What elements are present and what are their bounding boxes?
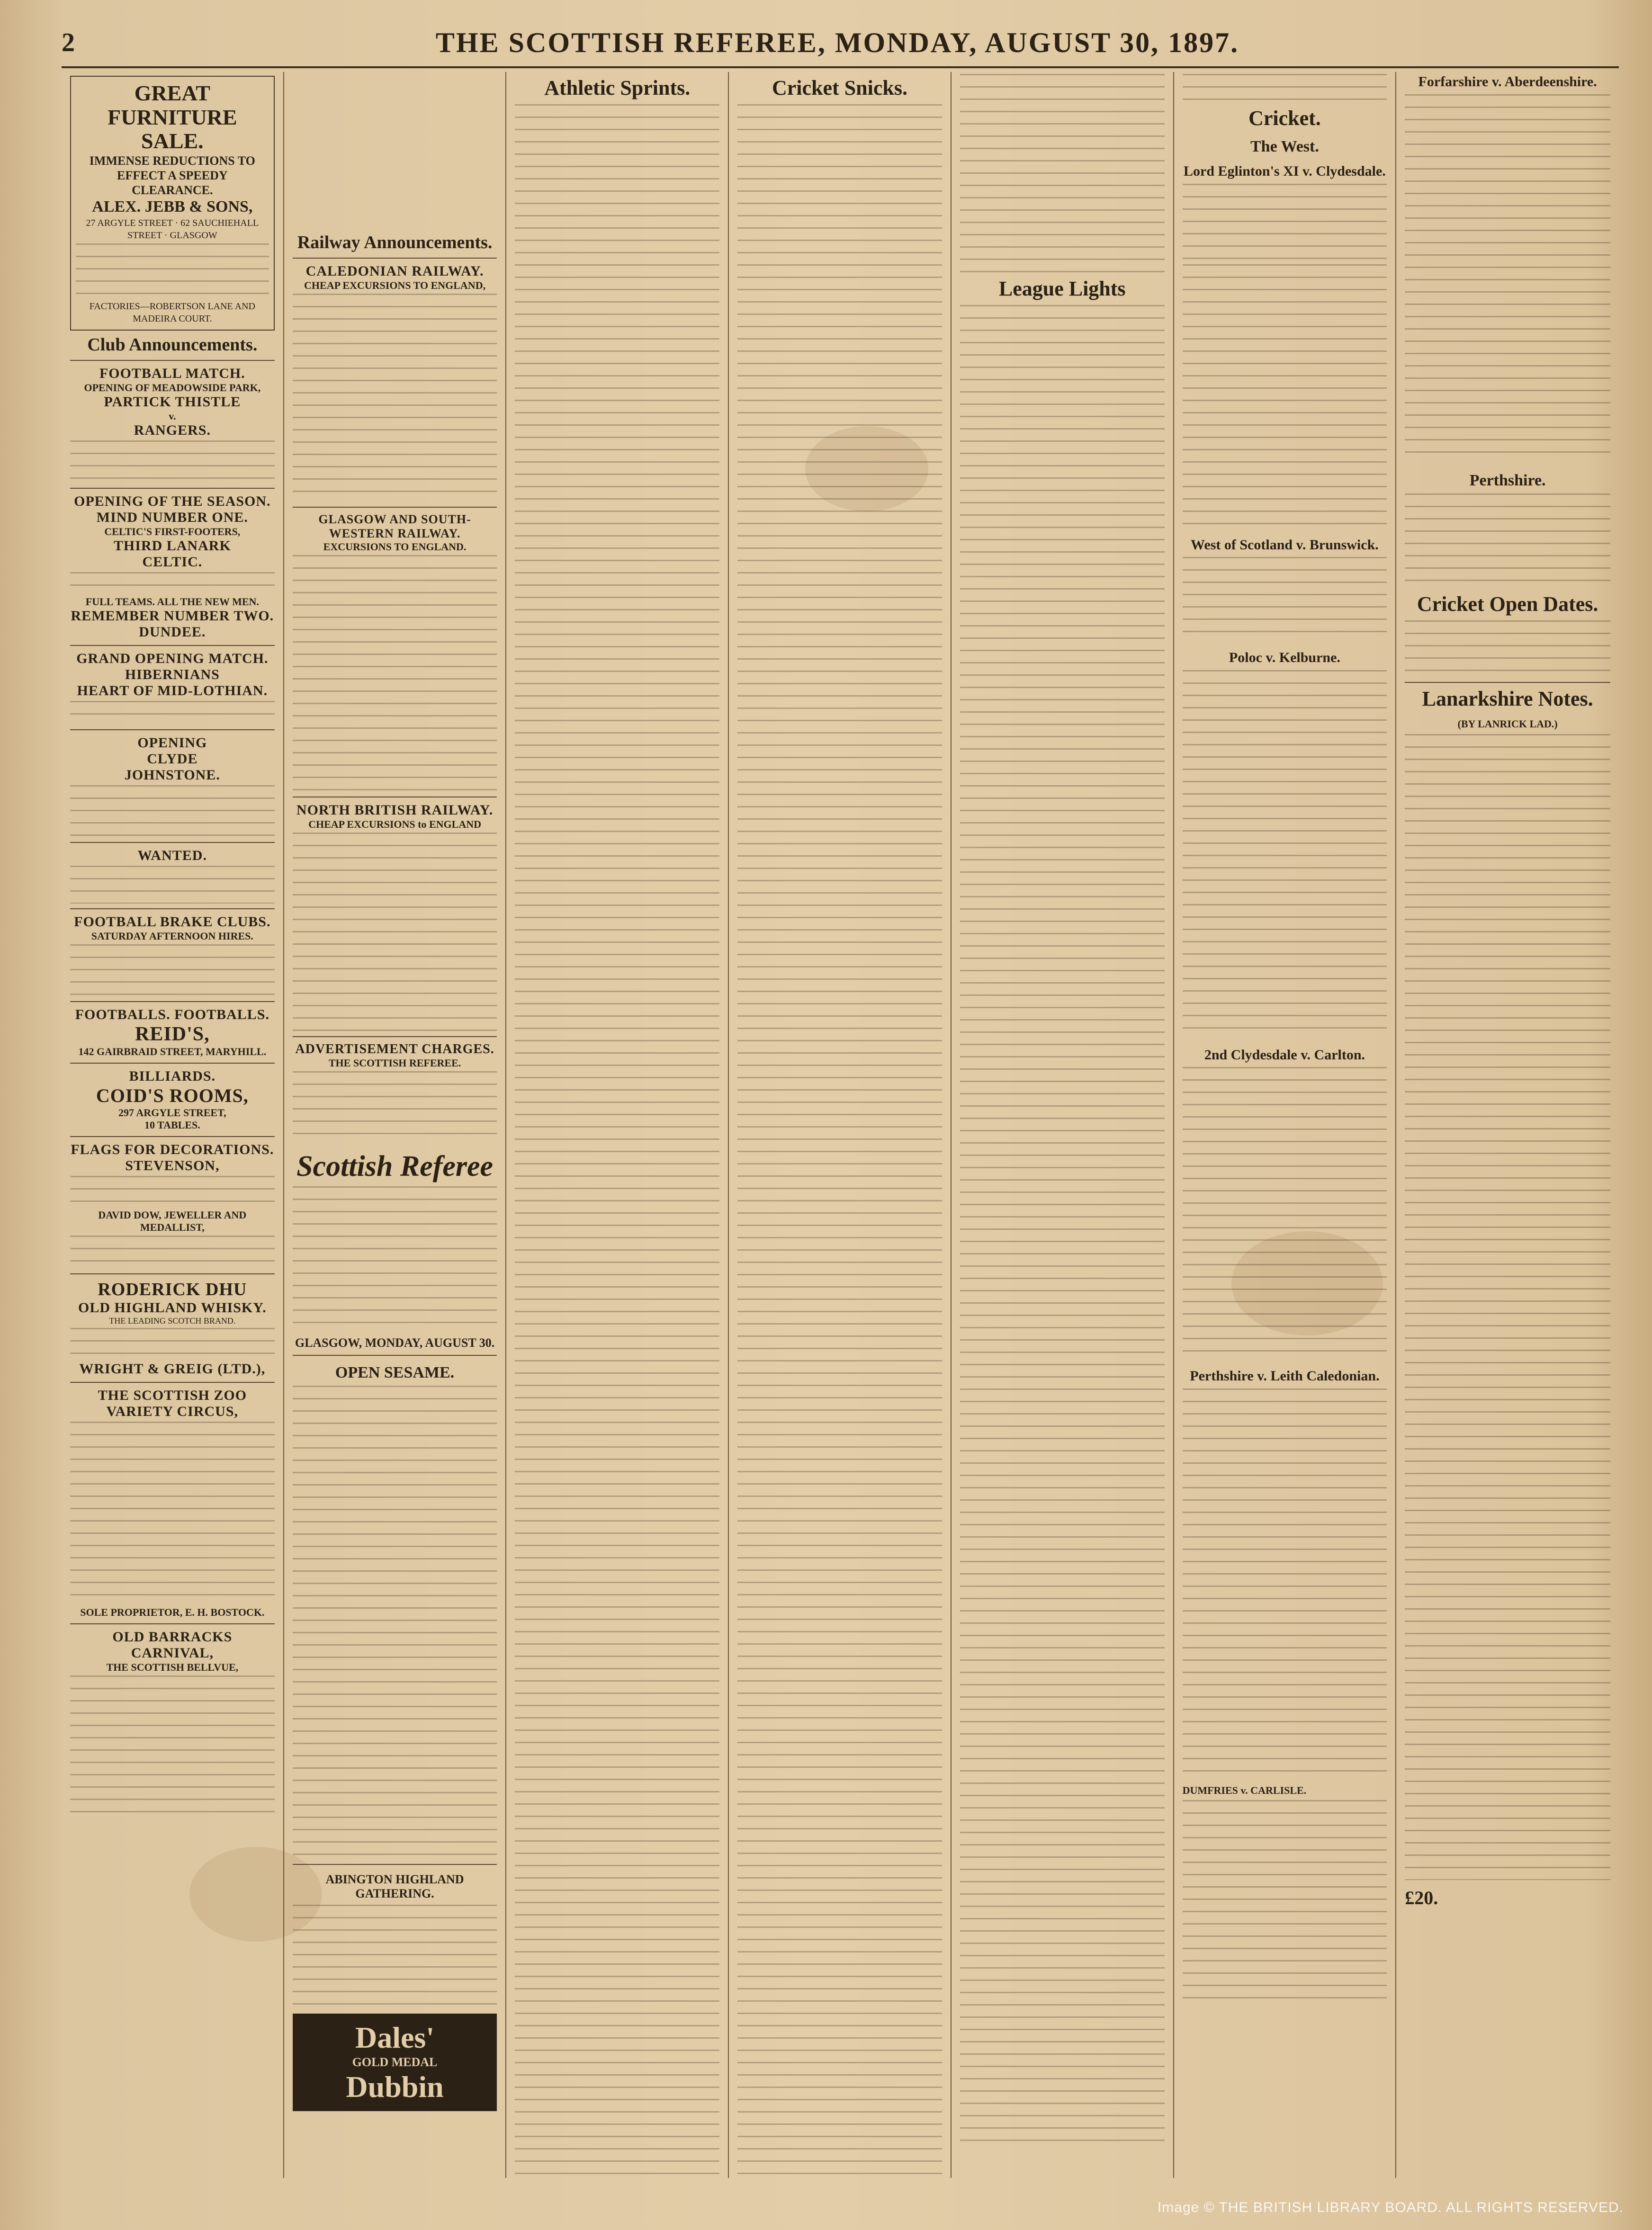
the-west-heading: The West. [1250,138,1319,156]
brake-ad: FOOTBALL BRAKE CLUBS. SATURDAY AFTERNOON HIRES. [70,914,275,996]
hibs-ad: GRAND OPENING MATCH. HIBERNIANS HEART OF MID-LOTHIAN. [70,651,275,725]
article-body [1405,620,1610,677]
flags-ad: FLAGS FOR DECORATIONS. STEVENSON, DAVID DOW, JEWELLER AND MEDALLIST, [70,1142,275,1269]
open-dates-heading: Cricket Open Dates. [1417,592,1598,616]
article-body [293,1386,497,1859]
celtic-ad: OPENING OF THE SEASON. MIND NUMBER ONE. CELTIC'S FIRST-FOOTERS, THIRD LANARK CELTIC. FULL TEAMS. ALL THE NEW MEN. REMEMBER NUMBER TWO. DUNDEE. [71,493,274,640]
clyde-ad: OPENING CLYDE JOHNSTONE. [70,735,275,837]
billiards-ad: BILLIARDS. COID'S ROOMS, 297 ARGYLE STREET, 10 TABLES. [96,1068,249,1131]
forfarshire-heading: Forfarshire v. Aberdeenshire. [1418,74,1597,90]
match-heading-brunswick: West of Scotland v. Brunswick. [1191,537,1379,553]
whisky-ad: RODERICK DHU OLD HIGHLAND WHISKY. THE LEADING SCOTCH BRAND. WRIGHT & GREIG (LTD.), [70,1279,275,1377]
text-block [70,944,275,996]
zoo-ad: THE SCOTTISH ZOO VARIETY CIRCUS, SOLE PROPRIETOR, E. H. BOSTOCK. [70,1388,275,1619]
furniture-factory: FACTORIES—ROBERTSON LANE AND MADEIRA COURT. [89,301,255,324]
article-body [960,305,1165,2152]
match-heading-eglinton: Lord Eglinton's XI v. Clydesdale. [1184,163,1386,179]
text-block [293,294,497,502]
railway-heading: Railway Announcements. [297,233,493,252]
text-block [70,1675,275,1818]
footballs-ad: FOOTBALLS. FOOTBALLS. REID'S, 142 GAIRBRAID STREET, MARYHILL. [75,1006,269,1057]
column-3 [506,72,729,2178]
article-body [1183,74,1387,102]
column-5 [952,72,1174,2178]
text-block [293,1186,497,1328]
cricket-snicks-heading: Cricket Snicks. [772,76,907,99]
date-line: GLASGOW, MONDAY, AUGUST 30. [295,1335,495,1350]
text-block [70,785,275,837]
text-block [70,572,275,591]
text-block [70,701,275,725]
furniture-title: GREAT FURNITURE SALE. [108,81,237,153]
masthead [62,19,1619,68]
scottish-referee-logo: Scottish Referee [296,1150,494,1182]
scorecard [1183,1388,1387,1777]
columns [62,72,1619,2178]
caledonian-ad: CALEDONIAN RAILWAY. CHEAP EXCURSIONS TO ENGLAND, [293,263,497,502]
article-body [1183,184,1387,260]
wanted-ad: WANTED. [70,848,275,904]
dales-dubbin-ad: Dales' GOLD MEDAL Dubbin [293,2014,497,2111]
article-body [737,104,942,2178]
article-body [1405,734,1610,1880]
column-7 [1396,72,1619,2178]
text-block [70,440,275,483]
text-block [293,555,497,792]
column-2 [284,72,507,2178]
furniture-firm: ALEX. JEBB & SONS, [92,198,253,216]
meadowside-ad: FOOTBALL MATCH. OPENING OF MEADOWSIDE PARK, PARTICK THISTLE v. RANGERS. [70,366,275,483]
scorecard [1183,670,1387,1039]
price-ad: £20. [1405,1887,1438,1908]
article-body [960,74,1165,273]
nb-ad: NORTH BRITISH RAILWAY. CHEAP EXCURSIONS to ENGLAND [293,802,497,1031]
match-heading-carlton: 2nd Clydesdale v. Carlton. [1204,1047,1365,1063]
abington-heading: ABINGTON HIGHLAND GATHERING. [325,1872,464,1900]
text-block [70,1176,275,1204]
scorecard [1183,264,1387,529]
furniture-sub: IMMENSE REDUCTIONS TO EFFECT A SPEEDY CLEARANCE. [89,153,255,197]
gsw-ad: GLASGOW AND SOUTH-WESTERN RAILWAY. EXCURSIONS TO ENGLAND. [293,512,497,792]
text-block [70,866,275,904]
text-block [293,833,497,1031]
athletic-sprints-heading: Athletic Sprints. [544,76,691,99]
match-heading-poloc: Poloc v. Kelburne. [1229,650,1340,666]
article-body [515,104,719,2178]
furniture-ad [70,76,275,331]
text-block [293,1071,497,1142]
text-block [70,1328,275,1356]
match-heading-perthshire: Perthshire v. Leith Caledonian. [1190,1368,1380,1384]
newspaper-title: THE SCOTTISH REFEREE, MONDAY, AUGUST 30, 1897. [435,27,1239,58]
perthshire-heading: Perthshire. [1469,471,1546,489]
article-body [293,1905,497,2009]
scorecard [1183,1067,1387,1361]
furniture-address: 27 ARGYLE STREET · 62 SAUCHIEHALL STREET · GLASGOW [86,218,259,241]
lanarkshire-heading: Lanarkshire Notes. [1422,687,1593,710]
text-block [70,1236,275,1269]
column-1 [62,72,284,2178]
article-body [1183,557,1387,642]
scorecard [1183,1800,1387,1999]
cricket-heading: Cricket. [1248,107,1321,130]
carnival-ad: OLD BARRACKS CARNIVAL, THE SCOTTISH BELLVUE, [70,1629,275,1818]
advertisement-charges: ADVERTISEMENT CHARGES. THE SCOTTISH REFEREE. [293,1042,497,1142]
article-body [1405,493,1610,588]
copyright-credit: Image © THE BRITISH LIBRARY BOARD. ALL RIGHTS RESERVED. [1157,2200,1624,2215]
column-4 [729,72,952,2178]
text-block [76,243,269,296]
by-line: (BY LANRICK LAD.) [1457,718,1558,730]
league-lights-heading: League Lights [998,277,1126,300]
club-announcements-heading: Club Announcements. [87,335,258,355]
text-block [70,1422,275,1602]
page-number: 2 [62,28,75,57]
column-6 [1174,72,1397,2178]
dumfries-heading: DUMFRIES v. CARLISLE. [1182,1784,1307,1796]
open-sesame-heading: OPEN SESAME. [335,1363,455,1381]
scorecard [1405,94,1610,464]
